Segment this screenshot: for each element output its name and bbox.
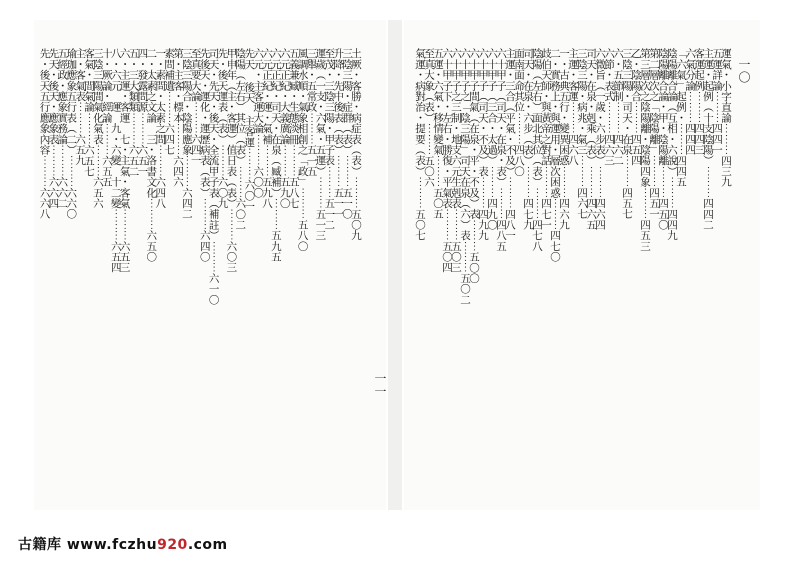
toc-entry-page-number: 四六四 xyxy=(594,197,606,230)
toc-entry-page-number: 四七一 xyxy=(540,197,552,230)
toc-entry-page-number: 六六二 xyxy=(56,176,69,209)
toc-entry-title: 甲申年（主・客運）值日表（表） xyxy=(225,48,238,209)
toc-entry-page-number: 四八五 xyxy=(495,219,507,252)
toc-entry-page-number: 四七〇 xyxy=(549,229,561,263)
toc-entry-title: 六十甲子之三制・地支六元生剋表 xyxy=(450,48,462,209)
toc-leader-dots: ⋯⋯⋯ xyxy=(549,197,561,230)
toc-entry-title: 至真要大論 xyxy=(189,48,202,102)
toc-entry-title: 五・三大類類 xyxy=(127,48,140,113)
toc-entry-page-number: 四四九 xyxy=(666,208,678,241)
toc-entry-page-number: 六〇三 xyxy=(225,240,238,273)
toc-entry-page-number: 五〇二 xyxy=(459,272,471,305)
toc-leader-dots: ⋯⋯⋯ xyxy=(558,165,570,198)
toc-leader-dots: ⋯⋯⋯ xyxy=(468,219,480,252)
toc-entry-title: 三舉・五常政 xyxy=(305,48,318,113)
toc-leader-dots: ⋯⋯⋯ xyxy=(621,155,633,188)
toc-entry-title: 至茂・三陰三陽・甲子表 xyxy=(323,48,336,166)
toc-leader-dots: ⋯⋯⋯ xyxy=(585,165,597,198)
toc-leader-dots: ⋯⋯⋯ xyxy=(305,112,318,145)
toc-entry-title: 六十甲子（司天・在泉・表） xyxy=(495,48,507,188)
toc-leader-dots: ⋯⋯⋯ xyxy=(603,101,615,134)
toc-entry-title: 六節・表式 xyxy=(603,48,615,102)
toc-leader-dots: ⋯⋯⋯ xyxy=(450,208,462,241)
toc-leader-dots: ⋯⋯⋯ xyxy=(207,240,220,273)
toc-leader-dots: ⋯⋯⋯ xyxy=(296,187,309,220)
site-url-number: 920 xyxy=(157,537,188,553)
toc-leader-dots: ⋯⋯⋯ xyxy=(225,208,238,241)
toc-leader-dots: ⋯⋯⋯ xyxy=(109,208,122,241)
toc-entry-title: 升降・先中後表（表） xyxy=(332,48,345,155)
toc-entry-title: 三陰三陽間氣化氣表 xyxy=(91,48,104,145)
toc-entry-title: 三陰三陽・病兆・氣三 xyxy=(576,48,588,155)
toc-leader-dots: ⋯⋯⋯ xyxy=(136,112,149,145)
toc-leader-dots: ⋯⋯⋯ xyxy=(323,165,336,198)
toc-entry-page-number: 六六〇 xyxy=(65,187,78,220)
toc-leader-dots: ⋯⋯⋯ xyxy=(486,165,498,198)
toc-entry-page-number: 四四五 xyxy=(675,155,687,188)
toc-entry-page-number: 六六八 xyxy=(38,187,51,220)
toc-entry-title: 六元正紀・大義廣論 xyxy=(278,48,291,145)
toc-entry-page-number: 五一一 xyxy=(332,187,345,220)
toc-leader-dots: ⋯⋯⋯ xyxy=(657,165,669,198)
toc-leader-dots: ⋯⋯⋯ xyxy=(522,165,534,198)
toc-entry-page-number: 五〇七 xyxy=(414,208,426,241)
toc-entry-title: 風調水順・氣象相創之「政」 xyxy=(296,48,309,188)
toc-entry-page-number: 四九〇 xyxy=(486,197,498,230)
toc-leader-dots: ⋯⋯⋯ xyxy=(261,144,273,177)
toc-entry-page-number: 六五五 xyxy=(100,155,113,188)
toc-entry-title: 陰陽離合論（互相・六說） xyxy=(666,48,678,177)
toc-entry-page-number: 五〇九 xyxy=(350,208,362,241)
toc-entry-page-number: 四八一 xyxy=(504,208,516,241)
toc-leader-dots: ⋯⋯⋯ xyxy=(423,122,435,156)
toc-leader-dots: ⋯⋯⋯ xyxy=(684,90,696,123)
toc-entry-page-number: 六五二 xyxy=(127,144,140,177)
toc-entry-title: 司天・在泉・剋乘（表） xyxy=(585,48,597,166)
toc-leader-dots: ⋯⋯⋯ xyxy=(540,165,552,198)
toc-entry-title: 先・後天五行應象內容 xyxy=(38,48,51,155)
left-toc-entry xyxy=(39,48,51,448)
toc-entry-title: 六微旨（一歲・六步表） xyxy=(594,48,606,166)
toc-entry-page-number: 六五六 xyxy=(91,176,104,209)
toc-entry-page-number: 六一〇 xyxy=(207,272,220,305)
toc-leader-dots: ⋯⋯⋯ xyxy=(189,101,202,134)
toc-leader-dots: ⋯⋯⋯ xyxy=(278,144,291,177)
toc-entry-title: 陰陽（左右）其位（表） xyxy=(234,48,247,166)
toc-leader-dots: ⋯⋯⋯ xyxy=(234,165,247,198)
toc-entry-title: 素問補遺 xyxy=(163,48,176,91)
toc-leader-dots: ⋯⋯⋯ xyxy=(65,155,78,188)
toc-entry-page-number: 六四〇 xyxy=(198,229,211,263)
toc-entry-page-number: 四六三 xyxy=(603,133,615,166)
toc-leader-dots: ⋯⋯⋯ xyxy=(252,133,265,166)
toc-entry-title: 六元正紀・運・氣補 xyxy=(261,48,273,145)
toc-entry-title: 「六氣」起例・ xyxy=(675,48,687,123)
toc-leader-dots: ⋯⋯⋯ xyxy=(648,155,660,188)
toc-entry-title: 主運・客運 xyxy=(567,48,579,102)
toc-leader-dots: ⋯⋯⋯ xyxy=(56,144,69,177)
toc-entry-title: 第・主客・標本 xyxy=(172,48,184,123)
toc-entry-title: 六・主運・客運 七・主氣・客氣 xyxy=(118,48,131,209)
toc-entry-title: 六十甲子（三合・太過） xyxy=(486,48,498,166)
toc-leader-dots: ⋯⋯⋯ xyxy=(350,176,362,209)
toc-entry-page-number: 四五〇 xyxy=(657,197,669,230)
toc-entry-title: 至真大象（表） xyxy=(423,48,435,123)
toc-entry-title: 先天 後天 主客運 xyxy=(243,48,256,148)
toc-entry-page-number: 六五九 xyxy=(74,133,87,166)
site-url: www.fczhu920.com xyxy=(66,537,228,553)
toc-entry-page-number: 五一三 xyxy=(314,208,327,241)
toc-entry-title: 五運詳論 xyxy=(711,48,723,91)
right-page-number: 一〇 xyxy=(737,58,751,84)
toc-entry-page-number: 四五四 xyxy=(630,133,642,166)
toc-entry-page-number: 四五一 xyxy=(648,187,660,220)
toc-entry-page-number: 四七九 xyxy=(522,197,534,230)
toc-entry-title: 先後天・運化・運歷病表（表） xyxy=(198,48,211,198)
toc-leader-dots: ⋯⋯⋯ xyxy=(91,144,104,177)
toc-leader-dots: ⋯⋯⋯ xyxy=(100,122,113,156)
toc-entry-title: 五運・六氣・移情變氣 xyxy=(432,48,444,155)
toc-entry-page-number: 四五七 xyxy=(621,187,633,220)
toc-entry-page-number: 六五四 xyxy=(109,240,122,273)
toc-entry-page-number: 六〇九 xyxy=(216,176,229,209)
toc-leader-dots: ⋯⋯⋯ xyxy=(38,155,51,188)
site-footer xyxy=(0,520,793,562)
toc-entry-page-number: 六四七 xyxy=(163,122,176,156)
toc-entry-title: 六十甲子下・左右・勝復・平氣表 xyxy=(441,48,453,209)
toc-entry-page-number: 四四一 xyxy=(711,122,723,156)
toc-entry-page-number: 四七八 xyxy=(531,219,543,252)
toc-entry-page-number: 六〇一 xyxy=(243,179,256,212)
toc-entry-page-number: 六〇〇 xyxy=(252,165,265,198)
toc-entry-title: 面南面命其位 xyxy=(513,48,525,113)
toc-entry-page-number: 四四三 xyxy=(693,122,705,156)
toc-leader-dots: ⋯⋯⋯ xyxy=(477,176,489,209)
toc-leader-dots: ⋯⋯⋯ xyxy=(630,101,642,134)
toc-entry-page-number: 五一二 xyxy=(323,197,336,230)
toc-entry-title: 土厥・客勝・病症表（表） xyxy=(350,48,362,177)
toc-leader-dots: ⋯⋯⋯ xyxy=(243,147,256,180)
toc-entry-title: 客氣・間氣論 xyxy=(83,48,95,113)
toc-leader-dots: ⋯⋯⋯ xyxy=(495,187,507,220)
toc-entry-page-number: 六〇二 xyxy=(234,197,247,230)
toc-leader-dots: ⋯⋯⋯ xyxy=(314,176,327,209)
toc-entry-page-number: 四六二 xyxy=(612,133,624,166)
toc-entry-title: 四・發露問源 xyxy=(136,48,149,113)
toc-entry-title: 司天・在泉・六步（表） xyxy=(522,48,534,166)
toc-leader-dots: ⋯⋯⋯ xyxy=(269,197,282,230)
toc-leader-dots: ⋯⋯⋯ xyxy=(154,144,167,177)
toc-leader-dots: ⋯⋯⋯ xyxy=(531,187,543,220)
toc-leader-dots: ⋯⋯⋯ xyxy=(180,155,193,188)
toc-entry-title: 五經政・應象實務論 xyxy=(56,48,69,145)
toc-entry-title: 第三層次之陰陽離・陰陽四象 xyxy=(639,48,651,188)
toc-entry-page-number: 四三九 xyxy=(720,155,732,188)
book-gutter xyxy=(388,20,402,510)
toc-entry-title: 三陰三陽合・陰陽應象 xyxy=(180,48,193,155)
toc-entry-title: 陰陽（左右）面北其位（表） xyxy=(531,48,543,188)
toc-entry-title: 一・古典五行・變異困惑 xyxy=(558,48,570,166)
toc-entry-page-number: 五九八 xyxy=(261,176,273,209)
toc-entry-title: 司天・先天・後天・全流甲子表（補註） xyxy=(207,48,220,241)
toc-entry-page-number: 五〇三 xyxy=(450,240,462,273)
toc-entry-page-number: 五一〇 xyxy=(341,187,354,220)
toc-entry-page-number: 五八〇 xyxy=(296,219,309,252)
toc-leader-dots: ⋯⋯⋯ xyxy=(198,197,211,230)
toc-leader-dots: ⋯⋯⋯ xyxy=(639,187,651,220)
toc-entry-title: 先天・後天・應象表 xyxy=(47,48,60,145)
toc-leader-dots: ⋯⋯⋯ xyxy=(693,90,705,123)
toc-leader-dots: ⋯⋯⋯ xyxy=(118,208,131,241)
toc-entry-title: 二・實務上・與運用・層次困惑 xyxy=(549,48,561,198)
toc-entry-page-number: 五九〇 xyxy=(278,176,291,209)
toc-entry-page-number: 五〇四 xyxy=(441,240,453,273)
toc-leader-dots: ⋯⋯⋯ xyxy=(567,101,579,134)
toc-entry-page-number: 六五〇 xyxy=(145,229,158,263)
toc-leader-dots: ⋯⋯⋯ xyxy=(127,112,140,145)
toc-entry-title: 乙・陰陽合 xyxy=(630,48,642,102)
toc-entry-title: 運歲（一支・六氣・五運） xyxy=(314,48,327,177)
toc-entry-title: 六元・主客運大論 xyxy=(252,48,265,134)
left-page-number: 一一 xyxy=(373,372,387,398)
toc-entry-page-number: 四四二 xyxy=(702,197,714,230)
toc-entry-title: 運氣・小字直論 xyxy=(720,48,732,123)
toc-entry-title: 陰陽離合論・甲・陰陽離 xyxy=(657,48,669,166)
toc-leader-dots: ⋯⋯⋯ xyxy=(513,112,525,145)
toc-leader-dots: ⋯⋯⋯ xyxy=(504,176,516,209)
toc-entry-page-number: 六四一 xyxy=(189,133,202,166)
toc-leader-dots: ⋯⋯⋯ xyxy=(74,101,87,134)
toc-leader-dots: ⋯⋯⋯ xyxy=(576,155,588,188)
toc-entry-title: 六十甲子之「陰三陽」司天在泉（六）表 xyxy=(459,48,471,241)
toc-entry-page-number: 六四二 xyxy=(180,187,193,220)
toc-entry-title: 六十甲子間氣（在泉・平・不及）表 xyxy=(468,48,480,220)
toc-leader-dots: ⋯⋯⋯ xyxy=(163,90,176,123)
toc-entry-title: 五義兼臧・生態淡冊 xyxy=(287,48,300,145)
toc-leader-dots: ⋯⋯⋯ xyxy=(666,176,678,209)
toc-leader-dots: ⋯⋯⋯ xyxy=(341,155,354,188)
toc-entry-title: 十・厥論・經論 xyxy=(100,48,113,123)
toc-entry-title: 客運起例 xyxy=(693,48,705,91)
toc-entry-page-number: 五九五 xyxy=(269,229,282,263)
toc-entry-title: 六元正紀・司天・在泉（臧補） xyxy=(269,48,282,198)
toc-entry-title: 主運・起例（十支陰陽） xyxy=(702,48,714,166)
toc-entry-title: 三陰三陽・症群（表） xyxy=(341,48,354,155)
toc-leader-dots: ⋯⋯⋯ xyxy=(145,197,158,230)
toc-entry-page-number: 五八七 xyxy=(287,176,300,209)
toc-entry-page-number: 四九九 xyxy=(477,208,489,241)
toc-entry-title: 主運・三合（平氣・不及） xyxy=(504,48,516,177)
toc-entry-title: 瑜珈應象五行表（二） xyxy=(65,48,78,155)
toc-leader-dots: ⋯⋯⋯ xyxy=(47,144,60,177)
toc-entry-title: 八・六元 運 九・六變 十二變 xyxy=(109,48,122,209)
toc-entry-title: 六十甲子（司天・不及）表 xyxy=(477,48,489,177)
site-watermark[interactable] xyxy=(18,534,228,554)
toc-leader-dots: ⋯⋯⋯ xyxy=(702,165,714,198)
toc-leader-dots: ⋯⋯⋯ xyxy=(216,144,229,177)
toc-entry-page-number: 六六四 xyxy=(47,176,60,209)
toc-entry-title: 六・五節制 xyxy=(612,48,624,102)
toc-entry-title: 一・素問・太素之問 xyxy=(154,48,167,145)
toc-entry-title: 第二層次之「陰陽離」 xyxy=(648,48,660,155)
toc-entry-page-number: 六四六 xyxy=(172,155,184,188)
toc-entry-page-number: 四四四 xyxy=(684,122,696,156)
toc-leader-dots: ⋯⋯⋯ xyxy=(594,165,606,198)
toc-entry-page-number: 四六八 xyxy=(567,133,579,166)
toc-leader-dots: ⋯⋯⋯ xyxy=(414,176,426,209)
toc-leader-dots: ⋯⋯⋯ xyxy=(172,122,184,156)
toc-entry-page-number: 四六五 xyxy=(585,197,597,230)
toc-entry-page-number: 六五一 xyxy=(136,144,149,177)
toc-leader-dots: ⋯⋯⋯ xyxy=(432,155,444,188)
toc-entry-page-number: 四八〇 xyxy=(513,144,525,177)
toc-entry-page-number: 五〇六 xyxy=(423,155,435,188)
toc-entry-page-number: 四六七 xyxy=(576,187,588,220)
toc-entry-title: 氣運・病對治・提要（表） xyxy=(414,48,426,177)
toc-entry-page-number: 六五七 xyxy=(83,144,95,177)
right-toc-entry xyxy=(414,48,426,448)
toc-entry-page-number: 四五三 xyxy=(639,219,651,252)
toc-leader-dots: ⋯⋯⋯ xyxy=(711,90,723,123)
toc-entry-title: 二・太素之文論 三・洛書文化 xyxy=(145,48,158,198)
toc-entry-page-number: 五〇五 xyxy=(432,187,444,220)
toc-entry-title: 先・後天運表（表） xyxy=(216,48,229,145)
toc-entry-page-number: 六五三 xyxy=(118,240,131,273)
toc-entry-page-number: 五一五 xyxy=(305,144,318,177)
toc-entry-page-number: 六四八 xyxy=(154,176,167,209)
toc-entry-title: 主・客氣表 xyxy=(74,48,87,102)
toc-leader-dots: ⋯⋯⋯ xyxy=(459,240,471,273)
toc-leader-dots: ⋯⋯⋯ xyxy=(332,155,345,188)
toc-leader-dots: ⋯⋯⋯ xyxy=(83,112,95,145)
toc-entry-title: 歧伯天師・與黃帝之對話 xyxy=(540,48,552,166)
toc-entry-page-number: 四六九 xyxy=(558,197,570,230)
toc-leader-dots: ⋯⋯⋯ xyxy=(612,101,624,134)
toc-leader-dots: ⋯⋯⋯ xyxy=(287,144,300,177)
site-name: 古籍库 xyxy=(18,537,62,553)
toc-entry-title: 六氣分論 xyxy=(684,48,696,91)
toc-leader-dots: ⋯⋯⋯ xyxy=(720,122,732,156)
toc-leader-dots: ⋯⋯⋯ xyxy=(675,122,687,156)
toc-entry-title: 三陰三陽・司天・在泉 xyxy=(621,48,633,155)
toc-leader-dots: ⋯⋯⋯ xyxy=(441,208,453,241)
toc-entry-page-number: 五〇〇 xyxy=(468,251,480,284)
